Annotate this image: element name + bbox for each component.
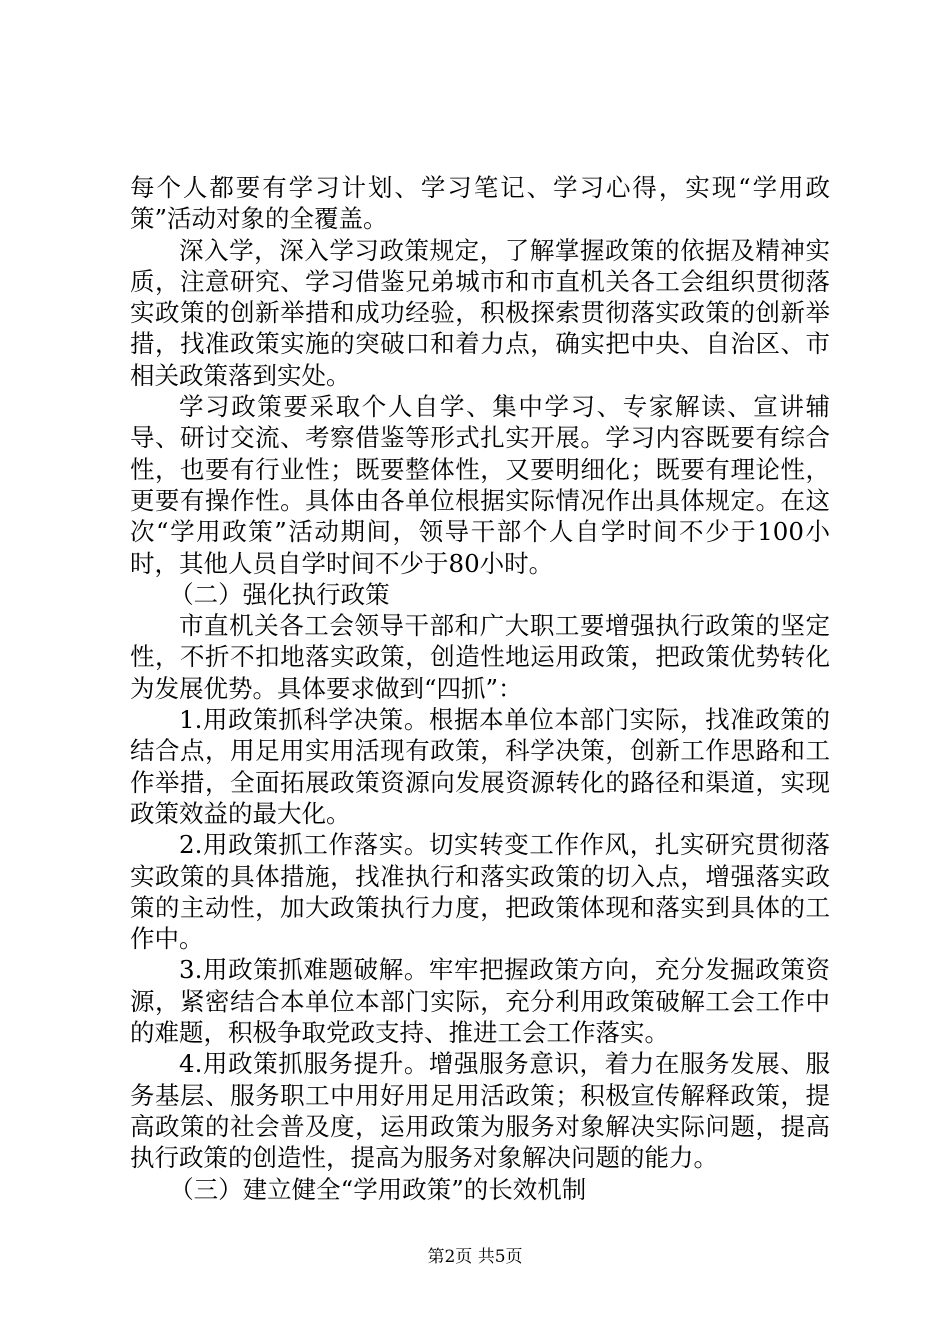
paragraph-item-1: 1.用政策抓科学决策。根据本单位本部门实际，找准政策的结合点，用足用实用活现有政策，科学决策，创新工作思路和工作举措，全面拓展政策资源向发展资源转化的路径和渠道，实现政策效益的最大化。 — [130, 705, 830, 828]
paragraph-continuation: 每个人都要有学习计划、学习笔记、学习心得，实现“学用政策”活动对象的全覆盖。 — [130, 173, 830, 234]
paragraph-item-4: 4.用政策抓服务提升。增强服务意识，着力在服务发展、服务基层、服务职工中用好用足用活政策；积极宣传解释政策，提高政策的社会普及度，运用政策为服务对象解决实际问题，提高执行政策的创造性，提高为服务对象解决问题的能力。 — [130, 1049, 830, 1173]
section-heading-3: （三）建立健全“学用政策”的长效机制 — [169, 1174, 587, 1204]
paragraph-item-3: 3.用政策抓难题破解。牢牢把握政策方向，充分发掘政策资源，紧密结合本单位本部门实际，充分利用政策破解工会工作中的难题，积极争取党政支持、推进工会工作落实。 — [130, 955, 830, 1048]
paragraph-study-methods: 学习政策要采取个人自学、集中学习、专家解读、宣讲辅导、研讨交流、考察借鉴等形式扎实开展。学习内容既要有综合性，也要有行业性；既要整体性，又要明细化；既要有理论性，更要有操作性。具体由各单位根据实际情况作出具体规定。在这次“学用政策”活动期间，领导干部个人自学时间不少于100小时，其他人员自学时间不少于80小时。 — [130, 392, 830, 578]
page-number: 第2页 共5页 — [427, 1247, 523, 1267]
section-heading-2: （二）强化执行政策 — [169, 579, 390, 609]
paragraph-study-deeply: 深入学，深入学习政策规定，了解掌握政策的依据及精神实质，注意研究、学习借鉴兄弟城市和市直机关各工会组织贯彻落实政策的创新举措和成功经验，积极探索贯彻落实政策的创新举措，找准政策实施的突破口和着力点，确实把中央、自治区、市相关政策落到实处。 — [130, 235, 830, 390]
page-footer — [0, 1247, 950, 1267]
paragraph-execution-intro: 市直机关各工会领导干部和广大职工要增强执行政策的坚定性，不折不扣地落实政策，创造性地运用政策，把政策优势转化为发展优势。具体要求做到“四抓”： — [130, 611, 830, 703]
paragraph-item-2: 2.用政策抓工作落实。切实转变工作作风，扎实研究贯彻落实政策的具体措施，找准执行和落实政策的切入点，增强落实政策的主动性，加大政策执行力度，把政策体现和落实到具体的工作中。 — [130, 830, 830, 954]
document-body — [130, 172, 830, 1205]
